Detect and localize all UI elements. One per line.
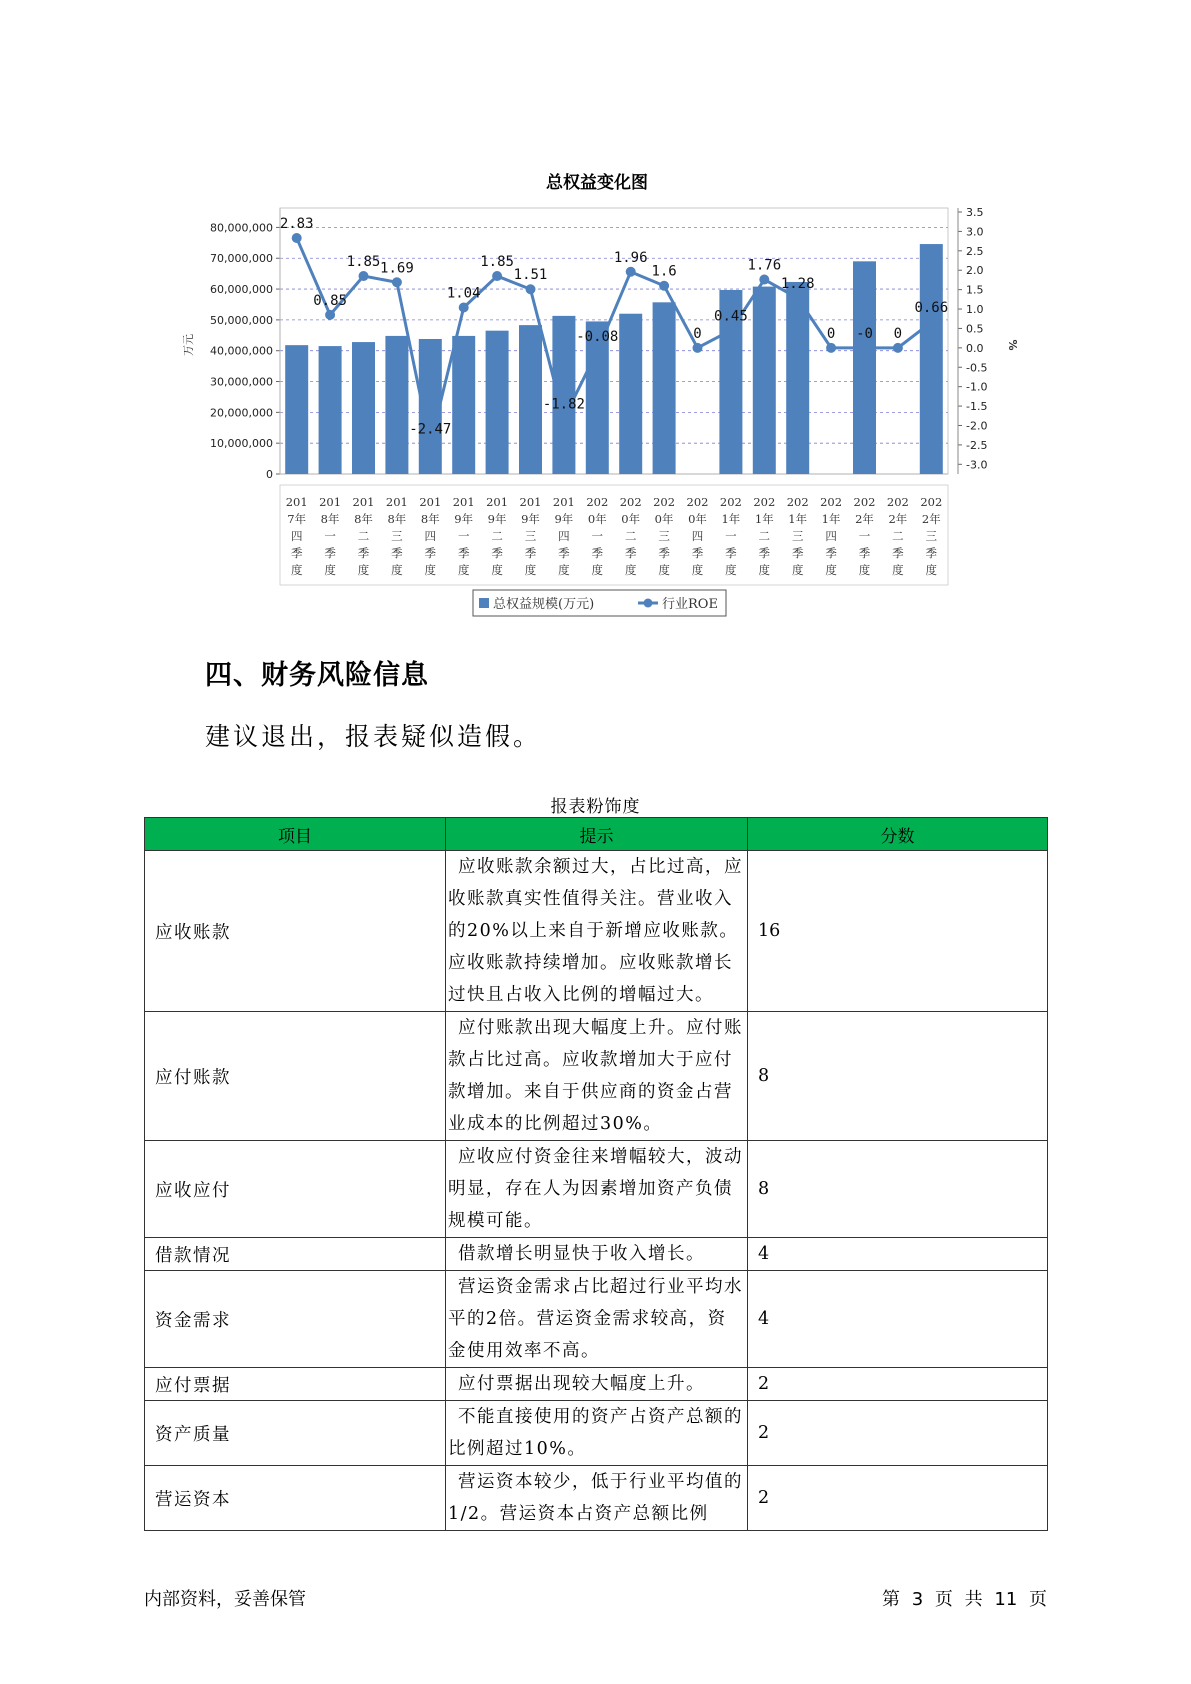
x-tick-label: 0年 xyxy=(654,512,674,526)
x-tick-label: 三 xyxy=(658,529,670,543)
y2-tick-label: 3.0 xyxy=(966,225,984,239)
x-tick-label: 0年 xyxy=(621,512,641,526)
roe-data-label: 1.69 xyxy=(380,260,414,277)
roe-point xyxy=(693,343,703,353)
x-tick-label: 二 xyxy=(624,529,637,543)
x-tick-label: 202 xyxy=(653,495,676,509)
y-tick-label: 0 xyxy=(266,468,273,481)
roe-data-label: 1.96 xyxy=(613,249,648,266)
x-tick-label: 9年 xyxy=(521,512,540,526)
x-tick-label: 9年 xyxy=(487,512,507,526)
row-score: 4 xyxy=(748,1238,1048,1271)
table-row xyxy=(145,1368,1048,1401)
x-tick-label: 度 xyxy=(791,563,804,577)
x-tick-label: 三 xyxy=(925,529,938,543)
x-tick-label: 四 xyxy=(424,529,437,543)
row-hint: 营运资金需求占比超过行业平均水平的2倍。营运资金需求较高，资金使用效率不高。 xyxy=(446,1271,748,1368)
legend-line-label: 行业ROE xyxy=(662,597,718,612)
row-item: 资金需求 xyxy=(145,1271,446,1368)
bar xyxy=(285,345,308,474)
x-tick-label: 四 xyxy=(691,529,704,543)
x-tick-label: 季 xyxy=(290,546,303,560)
legend-line-marker xyxy=(644,599,653,608)
bar xyxy=(352,342,375,474)
y2-tick-label: -1.5 xyxy=(966,400,988,414)
x-tick-label: 四 xyxy=(290,529,303,543)
roe-point xyxy=(893,343,903,353)
x-tick-label: 202 xyxy=(586,495,609,509)
roe-point xyxy=(626,267,636,277)
x-tick-label: 202 xyxy=(786,495,809,509)
header-score: 分数 xyxy=(748,818,1048,851)
roe-point xyxy=(325,310,335,320)
roe-point xyxy=(492,271,502,281)
x-tick-label: 201 xyxy=(285,495,308,509)
x-tick-label: 一 xyxy=(457,529,470,543)
row-hint: 应收应付资金往来增幅较大，波动明显，存在人为因素增加资产负债规模可能。 xyxy=(446,1141,748,1238)
roe-data-label: 1.51 xyxy=(513,267,548,284)
x-tick-label: 9年 xyxy=(454,512,474,526)
x-tick-label: 度 xyxy=(324,563,336,577)
x-tick-label: 二 xyxy=(357,529,370,543)
row-hint: 应付账款出现大幅度上升。应付账款占比过高。应收款增加大于应付款增加。来自于供应商的资金占营业成本的比例超过30%。 xyxy=(446,1012,748,1141)
bar xyxy=(653,302,676,474)
x-tick-label: 季 xyxy=(892,546,904,560)
x-tick-label: 季 xyxy=(825,546,837,560)
y-axis-title: 万元 xyxy=(182,334,195,356)
legend-bar-label: 总权益规模(万元) xyxy=(493,597,595,612)
roe-data-label: -2.47 xyxy=(409,421,452,438)
y2-tick-label: -2.0 xyxy=(966,419,988,433)
footer-confidential: 内部资料，妥善保管 xyxy=(144,1589,306,1610)
table-row xyxy=(145,1401,1048,1466)
y2-tick-label: -0.5 xyxy=(966,361,988,375)
x-tick-label: 三 xyxy=(791,529,804,543)
x-tick-label: 季 xyxy=(691,546,704,560)
y2-axis-title: % xyxy=(1006,339,1019,351)
x-tick-label: 度 xyxy=(391,563,403,577)
y2-tick-label: 0.0 xyxy=(966,341,984,355)
x-tick-label: 季 xyxy=(357,546,370,560)
y2-tick-label: 1.0 xyxy=(966,303,984,317)
roe-point xyxy=(793,293,803,303)
roe-data-label: 1.6 xyxy=(651,263,677,280)
roe-point xyxy=(392,277,402,287)
row-score: 16 xyxy=(748,851,1048,1012)
x-tick-label: 202 xyxy=(853,495,876,509)
x-tick-label: 季 xyxy=(925,546,938,560)
x-tick-label: 度 xyxy=(290,563,303,577)
x-tick-label: 二 xyxy=(491,529,503,543)
y2-tick-label: -2.5 xyxy=(966,438,988,452)
y-tick-label: 10,000,000 xyxy=(210,437,273,451)
row-item: 应付票据 xyxy=(145,1368,446,1401)
y-tick-label: 60,000,000 xyxy=(210,283,273,297)
roe-point xyxy=(559,413,569,423)
bar xyxy=(552,316,575,474)
footer-page-number: 第 3 页 共 11 页 xyxy=(882,1589,1047,1610)
x-tick-label: 二 xyxy=(892,529,904,543)
x-tick-label: 季 xyxy=(758,546,771,560)
x-tick-label: 7年 xyxy=(287,512,307,526)
roe-point xyxy=(826,343,836,353)
x-tick-label: 度 xyxy=(892,563,904,577)
x-tick-label: 2年 xyxy=(888,512,908,526)
table-row xyxy=(145,1466,1048,1531)
x-tick-label: 季 xyxy=(858,546,871,560)
bar xyxy=(920,244,943,474)
bar xyxy=(486,331,509,474)
y2-tick-label: 3.5 xyxy=(966,206,984,219)
x-tick-label: 8年 xyxy=(387,512,407,526)
x-tick-label: 季 xyxy=(491,546,503,560)
x-tick-label: 一 xyxy=(591,529,604,543)
row-score: 4 xyxy=(748,1271,1048,1368)
row-item: 应收账款 xyxy=(145,851,446,1012)
x-tick-label: 季 xyxy=(324,546,336,560)
row-item: 应付账款 xyxy=(145,1012,446,1141)
roe-data-label: 1.04 xyxy=(446,285,481,302)
roe-data-label: 0.66 xyxy=(914,300,949,317)
bar xyxy=(519,325,542,474)
x-tick-label: 度 xyxy=(457,563,470,577)
roe-data-label: -0.08 xyxy=(576,328,619,345)
roe-data-label: -0 xyxy=(856,325,873,342)
x-tick-label: 8年 xyxy=(420,512,440,526)
table-row xyxy=(145,851,1048,1012)
x-tick-label: 1年 xyxy=(721,512,741,526)
category-frame xyxy=(280,485,948,585)
x-tick-label: 1年 xyxy=(754,512,774,526)
x-tick-label: 201 xyxy=(452,495,475,509)
row-hint: 不能直接使用的资产占资产总额的比例超过10%。 xyxy=(446,1401,748,1466)
x-tick-label: 季 xyxy=(658,546,670,560)
roe-point xyxy=(526,284,536,294)
table-caption: 报表粉饰度 xyxy=(550,797,641,817)
legend-bar-swatch xyxy=(479,598,489,608)
x-tick-label: 度 xyxy=(658,563,670,577)
x-tick-label: 三 xyxy=(524,529,537,543)
x-tick-label: 201 xyxy=(419,495,442,509)
x-tick-label: 201 xyxy=(385,495,408,509)
row-item: 借款情况 xyxy=(145,1238,446,1271)
table-header-row xyxy=(145,818,1048,851)
x-tick-label: 度 xyxy=(858,563,871,577)
y2-tick-label: 0.5 xyxy=(966,322,984,336)
x-tick-label: 季 xyxy=(591,546,604,560)
x-tick-label: 度 xyxy=(424,563,437,577)
roe-point xyxy=(459,302,469,312)
x-tick-label: 202 xyxy=(920,495,943,509)
y2-tick-label: -3.0 xyxy=(966,458,988,472)
roe-data-label: 1.76 xyxy=(747,257,782,274)
x-tick-label: 四 xyxy=(558,529,570,543)
x-tick-label: 一 xyxy=(725,529,737,543)
x-tick-label: 季 xyxy=(424,546,437,560)
x-tick-label: 8年 xyxy=(320,512,340,526)
x-tick-label: 度 xyxy=(491,563,503,577)
x-tick-label: 0年 xyxy=(688,512,707,526)
row-item: 资产质量 xyxy=(145,1401,446,1466)
y2-tick-label: 1.5 xyxy=(966,283,984,297)
row-hint: 应收账款余额过大，占比过高，应收账款真实性值得关注。营业收入的20%以上来自于新增应收账款。应收账款持续增加。应收账款增长过快且占收入比例的增幅过大。 xyxy=(446,851,748,1012)
x-tick-label: 9年 xyxy=(554,512,574,526)
x-tick-label: 202 xyxy=(820,495,843,509)
row-score: 2 xyxy=(748,1401,1048,1466)
roe-data-label: 1.85 xyxy=(346,254,381,271)
y-tick-label: 50,000,000 xyxy=(210,313,273,327)
x-tick-label: 202 xyxy=(719,495,742,509)
x-tick-label: 2年 xyxy=(855,512,874,526)
x-tick-label: 度 xyxy=(691,563,704,577)
bar xyxy=(619,314,642,474)
y-tick-label: 70,000,000 xyxy=(210,252,273,266)
table-row xyxy=(145,1271,1048,1368)
bar xyxy=(452,336,475,474)
equity-chart xyxy=(0,0,1191,640)
x-tick-label: 201 xyxy=(486,495,509,509)
x-tick-label: 季 xyxy=(791,546,804,560)
bar xyxy=(319,346,342,474)
x-tick-label: 度 xyxy=(825,563,837,577)
x-tick-label: 1年 xyxy=(788,512,808,526)
x-tick-label: 202 xyxy=(753,495,776,509)
x-tick-label: 8年 xyxy=(354,512,373,526)
x-tick-label: 季 xyxy=(725,546,737,560)
roe-point xyxy=(425,439,435,449)
row-score: 2 xyxy=(748,1368,1048,1401)
x-tick-label: 一 xyxy=(858,529,871,543)
row-score: 8 xyxy=(748,1141,1048,1238)
x-tick-label: 202 xyxy=(619,495,642,509)
bar xyxy=(853,261,876,474)
y2-tick-label: 2.5 xyxy=(966,244,984,258)
row-score: 8 xyxy=(748,1012,1048,1141)
x-tick-label: 度 xyxy=(624,563,637,577)
row-item: 营运资本 xyxy=(145,1466,446,1531)
x-tick-label: 三 xyxy=(391,529,403,543)
x-tick-label: 201 xyxy=(319,495,342,509)
table-row xyxy=(145,1238,1048,1271)
x-tick-label: 四 xyxy=(825,529,837,543)
roe-point xyxy=(860,343,870,353)
y2-tick-label: -1.0 xyxy=(966,380,988,394)
x-tick-label: 一 xyxy=(324,529,336,543)
table-row xyxy=(145,1141,1048,1238)
row-item: 应收应付 xyxy=(145,1141,446,1238)
roe-data-label: 2.83 xyxy=(279,216,314,233)
roe-data-label: 0 xyxy=(826,325,836,342)
x-tick-label: 季 xyxy=(457,546,470,560)
y-tick-label: 30,000,000 xyxy=(210,375,273,389)
roe-point xyxy=(659,281,669,291)
x-tick-label: 度 xyxy=(591,563,604,577)
x-tick-label: 二 xyxy=(758,529,771,543)
chart-title: 总权益变化图 xyxy=(546,173,648,193)
x-tick-label: 季 xyxy=(391,546,403,560)
x-tick-label: 202 xyxy=(686,495,709,509)
roe-point xyxy=(926,317,936,327)
y2-tick-label: 2.0 xyxy=(966,264,984,278)
x-tick-label: 201 xyxy=(519,495,542,509)
roe-data-label: 0 xyxy=(693,325,702,342)
x-tick-label: 度 xyxy=(558,563,570,577)
y-tick-label: 40,000,000 xyxy=(210,344,273,358)
x-tick-label: 季 xyxy=(524,546,537,560)
x-tick-label: 度 xyxy=(357,563,370,577)
x-tick-label: 202 xyxy=(886,495,909,509)
roe-data-label: 1.85 xyxy=(480,254,514,271)
roe-point xyxy=(359,271,369,281)
roe-point xyxy=(726,325,736,335)
row-score: 2 xyxy=(748,1466,1048,1531)
roe-point xyxy=(759,275,769,285)
x-tick-label: 季 xyxy=(624,546,637,560)
x-tick-label: 2年 xyxy=(921,512,941,526)
x-tick-label: 0年 xyxy=(587,512,607,526)
x-tick-label: 201 xyxy=(552,495,575,509)
section-heading: 四、财务风险信息 xyxy=(205,660,429,691)
x-tick-label: 201 xyxy=(352,495,375,509)
header-item: 项目 xyxy=(145,818,446,851)
bar xyxy=(385,336,408,474)
x-tick-label: 度 xyxy=(925,563,938,577)
x-tick-label: 季 xyxy=(558,546,570,560)
y-tick-label: 80,000,000 xyxy=(210,221,273,235)
roe-point xyxy=(592,346,602,356)
roe-data-label: -1.82 xyxy=(542,396,585,413)
roe-data-label: 0 xyxy=(893,325,903,342)
row-hint: 借款增长明显快于收入增长。 xyxy=(446,1238,748,1271)
x-tick-label: 度 xyxy=(758,563,771,577)
y-tick-label: 20,000,000 xyxy=(210,406,273,420)
x-tick-label: 度 xyxy=(725,563,737,577)
table-row xyxy=(145,1012,1048,1141)
roe-data-label: 1.28 xyxy=(780,276,815,293)
x-tick-label: 1年 xyxy=(821,512,841,526)
roe-data-label: 0.45 xyxy=(714,308,748,325)
roe-data-label: 0.85 xyxy=(313,292,347,309)
roe-point xyxy=(292,233,302,243)
row-hint: 应付票据出现较大幅度上升。 xyxy=(446,1368,748,1401)
window-dressing-table xyxy=(144,817,1048,1531)
header-hint: 提示 xyxy=(446,818,748,851)
row-hint: 营运资本较少，低于行业平均值的1/2。营运资本占资产总额比例 xyxy=(446,1466,748,1531)
bar xyxy=(753,287,776,474)
x-tick-label: 度 xyxy=(524,563,537,577)
section-conclusion: 建议退出，报表疑似造假。 xyxy=(205,722,542,751)
